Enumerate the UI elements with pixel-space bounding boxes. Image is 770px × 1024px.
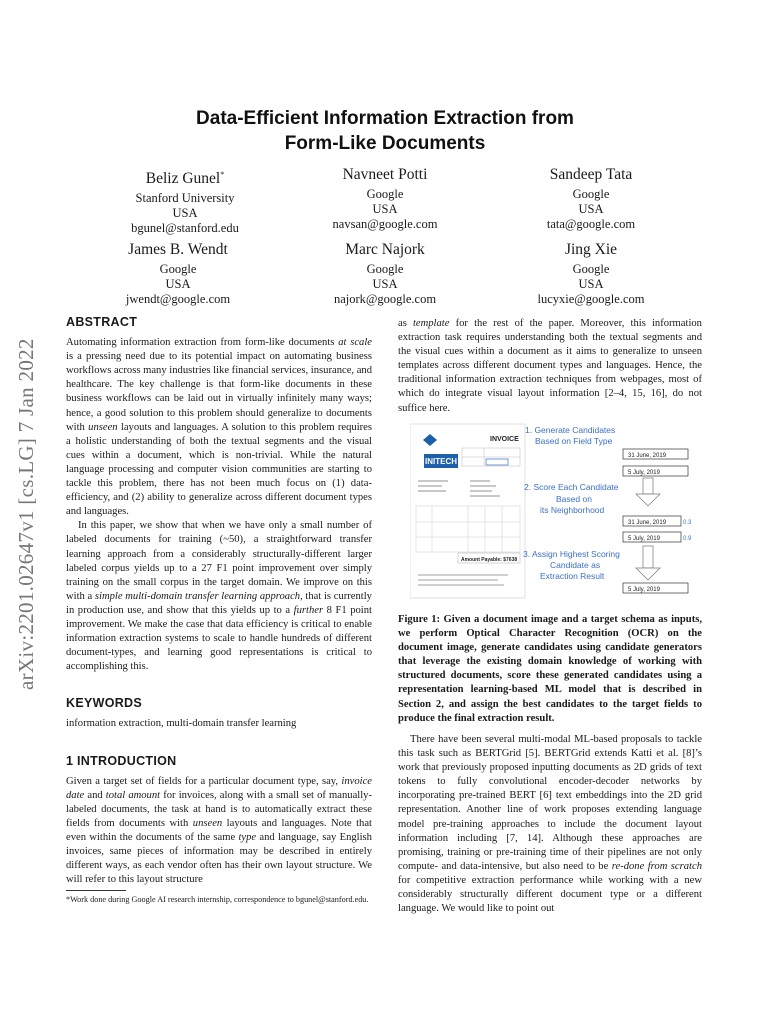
author-name: Marc Najork <box>345 241 425 258</box>
author-email: tata@google.com <box>546 217 636 231</box>
author-email: jwendt@google.com <box>125 292 231 306</box>
author-block <box>285 165 485 232</box>
author-email: navsan@google.com <box>332 217 438 231</box>
author-affiliation: Google <box>572 262 610 276</box>
candidate-text: 31 June, 2019 <box>628 520 667 526</box>
right-column-top <box>398 317 702 416</box>
intro-paragraph: Given a target set of fields for a particular document type, say, invoice date and total amount for invoices, along with a small set of manually-labeled documents, the task at hand is to automatically extract these fields from documents with unseen layouts and languages. Note that even within the documents of the same type and language, say English invoices, same pieces of information may be described in entirely different ways, as each vendor often has their own layout structure. We will refer to this layout structure <box>66 775 372 886</box>
author-country: USA <box>372 277 398 291</box>
author-country: USA <box>578 202 604 216</box>
down-arrow-icon <box>636 478 660 506</box>
title-line-2: Form-Like Documents <box>284 133 486 154</box>
title-line-1: Data-Efficient Information Extraction from <box>196 108 574 129</box>
body-paragraph: as template for the rest of the paper. Moreover, this information extraction task requires understanding both the textual segments and the visual cues within a document as it aims to generalize to unseen templates across different document types and languages. Hence, the traditional information extraction techniques from webpages, most of which do integrate visual layout information [2–4, 15, 16], do not suffice here. <box>398 318 702 414</box>
author-affiliation: Google <box>159 262 197 276</box>
keywords-text: information extraction, multi-domain transfer learning <box>66 718 297 730</box>
author-name: Navneet Potti <box>342 166 428 183</box>
left-column <box>66 315 372 887</box>
keywords-heading: KEYWORDS <box>66 696 143 711</box>
author-affiliation: Stanford University <box>135 191 235 206</box>
author-country: USA <box>578 277 604 291</box>
author-country: USA <box>165 277 191 291</box>
invoice-title: INVOICE <box>490 436 519 443</box>
author-email: bgunel@stanford.edu <box>131 221 239 236</box>
candidate-score: 0.3 <box>683 520 692 526</box>
author-name: Beliz Gunel* <box>145 170 225 188</box>
step2-line3: its Neighborhood <box>540 505 605 515</box>
author-affiliation: Google <box>366 187 404 201</box>
candidate-text: 31 June, 2019 <box>628 453 667 459</box>
author-country: USA <box>172 206 198 221</box>
logo-text: INITECH <box>425 457 457 466</box>
step2-line2: Based on <box>556 494 592 504</box>
invoice-footer-lines <box>418 574 508 586</box>
paper-title <box>0 106 770 156</box>
author-name: Jing Xie <box>564 241 618 258</box>
author-block <box>491 165 691 232</box>
footnote-rule <box>66 890 126 891</box>
step3-line2: Candidate as <box>550 560 601 570</box>
candidate-score: 0.9 <box>683 536 692 542</box>
author-email: najork@google.com <box>333 292 437 306</box>
abstract-paragraph: In this paper, we show that when we have only a small number of labeled documents for training (~50), a straightforward transfer learning approach from a considerably structurally-different larger labeled corpus yields up to a 27 F1 point improvement over simply training on the small corpus in the target domain. We improve on this with a simple multi-domain transfer learning approach, that is currently in production use, and show that this yields up to a further 8 F1 point improvement. We make the case that data efficiency is critical to enable information extraction systems to scale to handle hundreds of different document-types, and learning good representations is critical to accomplishing this. <box>66 520 372 673</box>
abstract-heading: ABSTRACT <box>66 315 138 329</box>
author-block <box>78 240 278 307</box>
author-country: USA <box>372 202 398 216</box>
abstract-paragraph: Automating information extraction from form-like documents at scale is a pressing need due to its potential impact on automating business workflows across many industries like financial services, insurance, and healthcare. The key challenge is that form-like documents in these business workflows can be laid out in virtually infinitely many ways; hence, a good solution to this problem should generalize to documents with unseen layouts and languages. A solution to this problem requires a holistic understanding of both the textual segments and the visual cues within a document, which is non-trivial. While the natural language processing and computer vision communities are starting to tackle this problem, there has not been much focus on (1) data-efficiency, and (2) ability to generalize across different document types and languages. <box>66 337 373 518</box>
down-arrow-icon <box>636 546 660 580</box>
author-affiliation: Google <box>366 262 404 276</box>
step3-line1: 3. Assign Highest Scoring <box>523 549 620 559</box>
author-email: lucyxie@google.com <box>537 292 645 306</box>
author-name: Sandeep Tata <box>549 166 633 183</box>
author-name: James B. Wendt <box>128 241 228 258</box>
amount-label: Amount Payable: $7638 <box>461 557 518 563</box>
arxiv-stamp: arXiv:2201.02647v1 [cs.LG] 7 Jan 2022 <box>14 338 38 690</box>
footnote: *Work done during Google AI research internship, correspondence to bgunel@stanford.edu. <box>66 895 369 904</box>
author-block <box>491 240 691 307</box>
step2-line1: 2. Score Each Candidate <box>524 482 619 492</box>
candidate-text: 5 July, 2019 <box>628 536 660 542</box>
body-paragraph: There have been several multi-modal ML-based proposals to tackle this task such as BERTGrid [5]. BERTGrid extends Katti et al. [8]’s work that previously proposed inputting documents as 2D grids of text tokens to fully convolutional encoder-decoder networks by incorporating pre-trained BERT [6] text embeddings into the 2D grid representation. Another line of work proposes extending language model pre-training approaches to include the document layout information including [7, 14]. Although these approaches are promising, training or pre-training time of their pipelines are not only compute- and data-intensive, but also need to be re-done from scratch for competitive extraction performance while working with a new considerably structurally different document type or a different language. We would like to point out <box>398 734 702 915</box>
figure-1 <box>410 422 700 602</box>
invoice-document <box>410 424 525 598</box>
candidate-text: 5 July, 2019 <box>628 470 660 476</box>
step3-line3: Extraction Result <box>540 571 605 581</box>
step1-line1: 1. Generate Candidates <box>525 425 616 435</box>
result-text: 5 July, 2019 <box>628 587 660 593</box>
author-affiliation: Google <box>572 187 610 201</box>
author-block <box>85 165 285 236</box>
author-block <box>285 240 485 307</box>
step1-line2: Based on Field Type <box>535 436 613 446</box>
right-column-bottom <box>398 733 702 916</box>
intro-heading: 1 INTRODUCTION <box>66 753 177 768</box>
figure-caption: Figure 1: Given a document image and a target schema as inputs, we perform Optical Character Recognition (OCR) on the document image, generate candidates using candidate generators that leverage the existing domain knowledge of working with structured documents, score these generated candidates using a representation learning-based ML model that is described in Section 2, and assign the best candidates to the target fields to produce the final extraction result. <box>398 614 702 724</box>
